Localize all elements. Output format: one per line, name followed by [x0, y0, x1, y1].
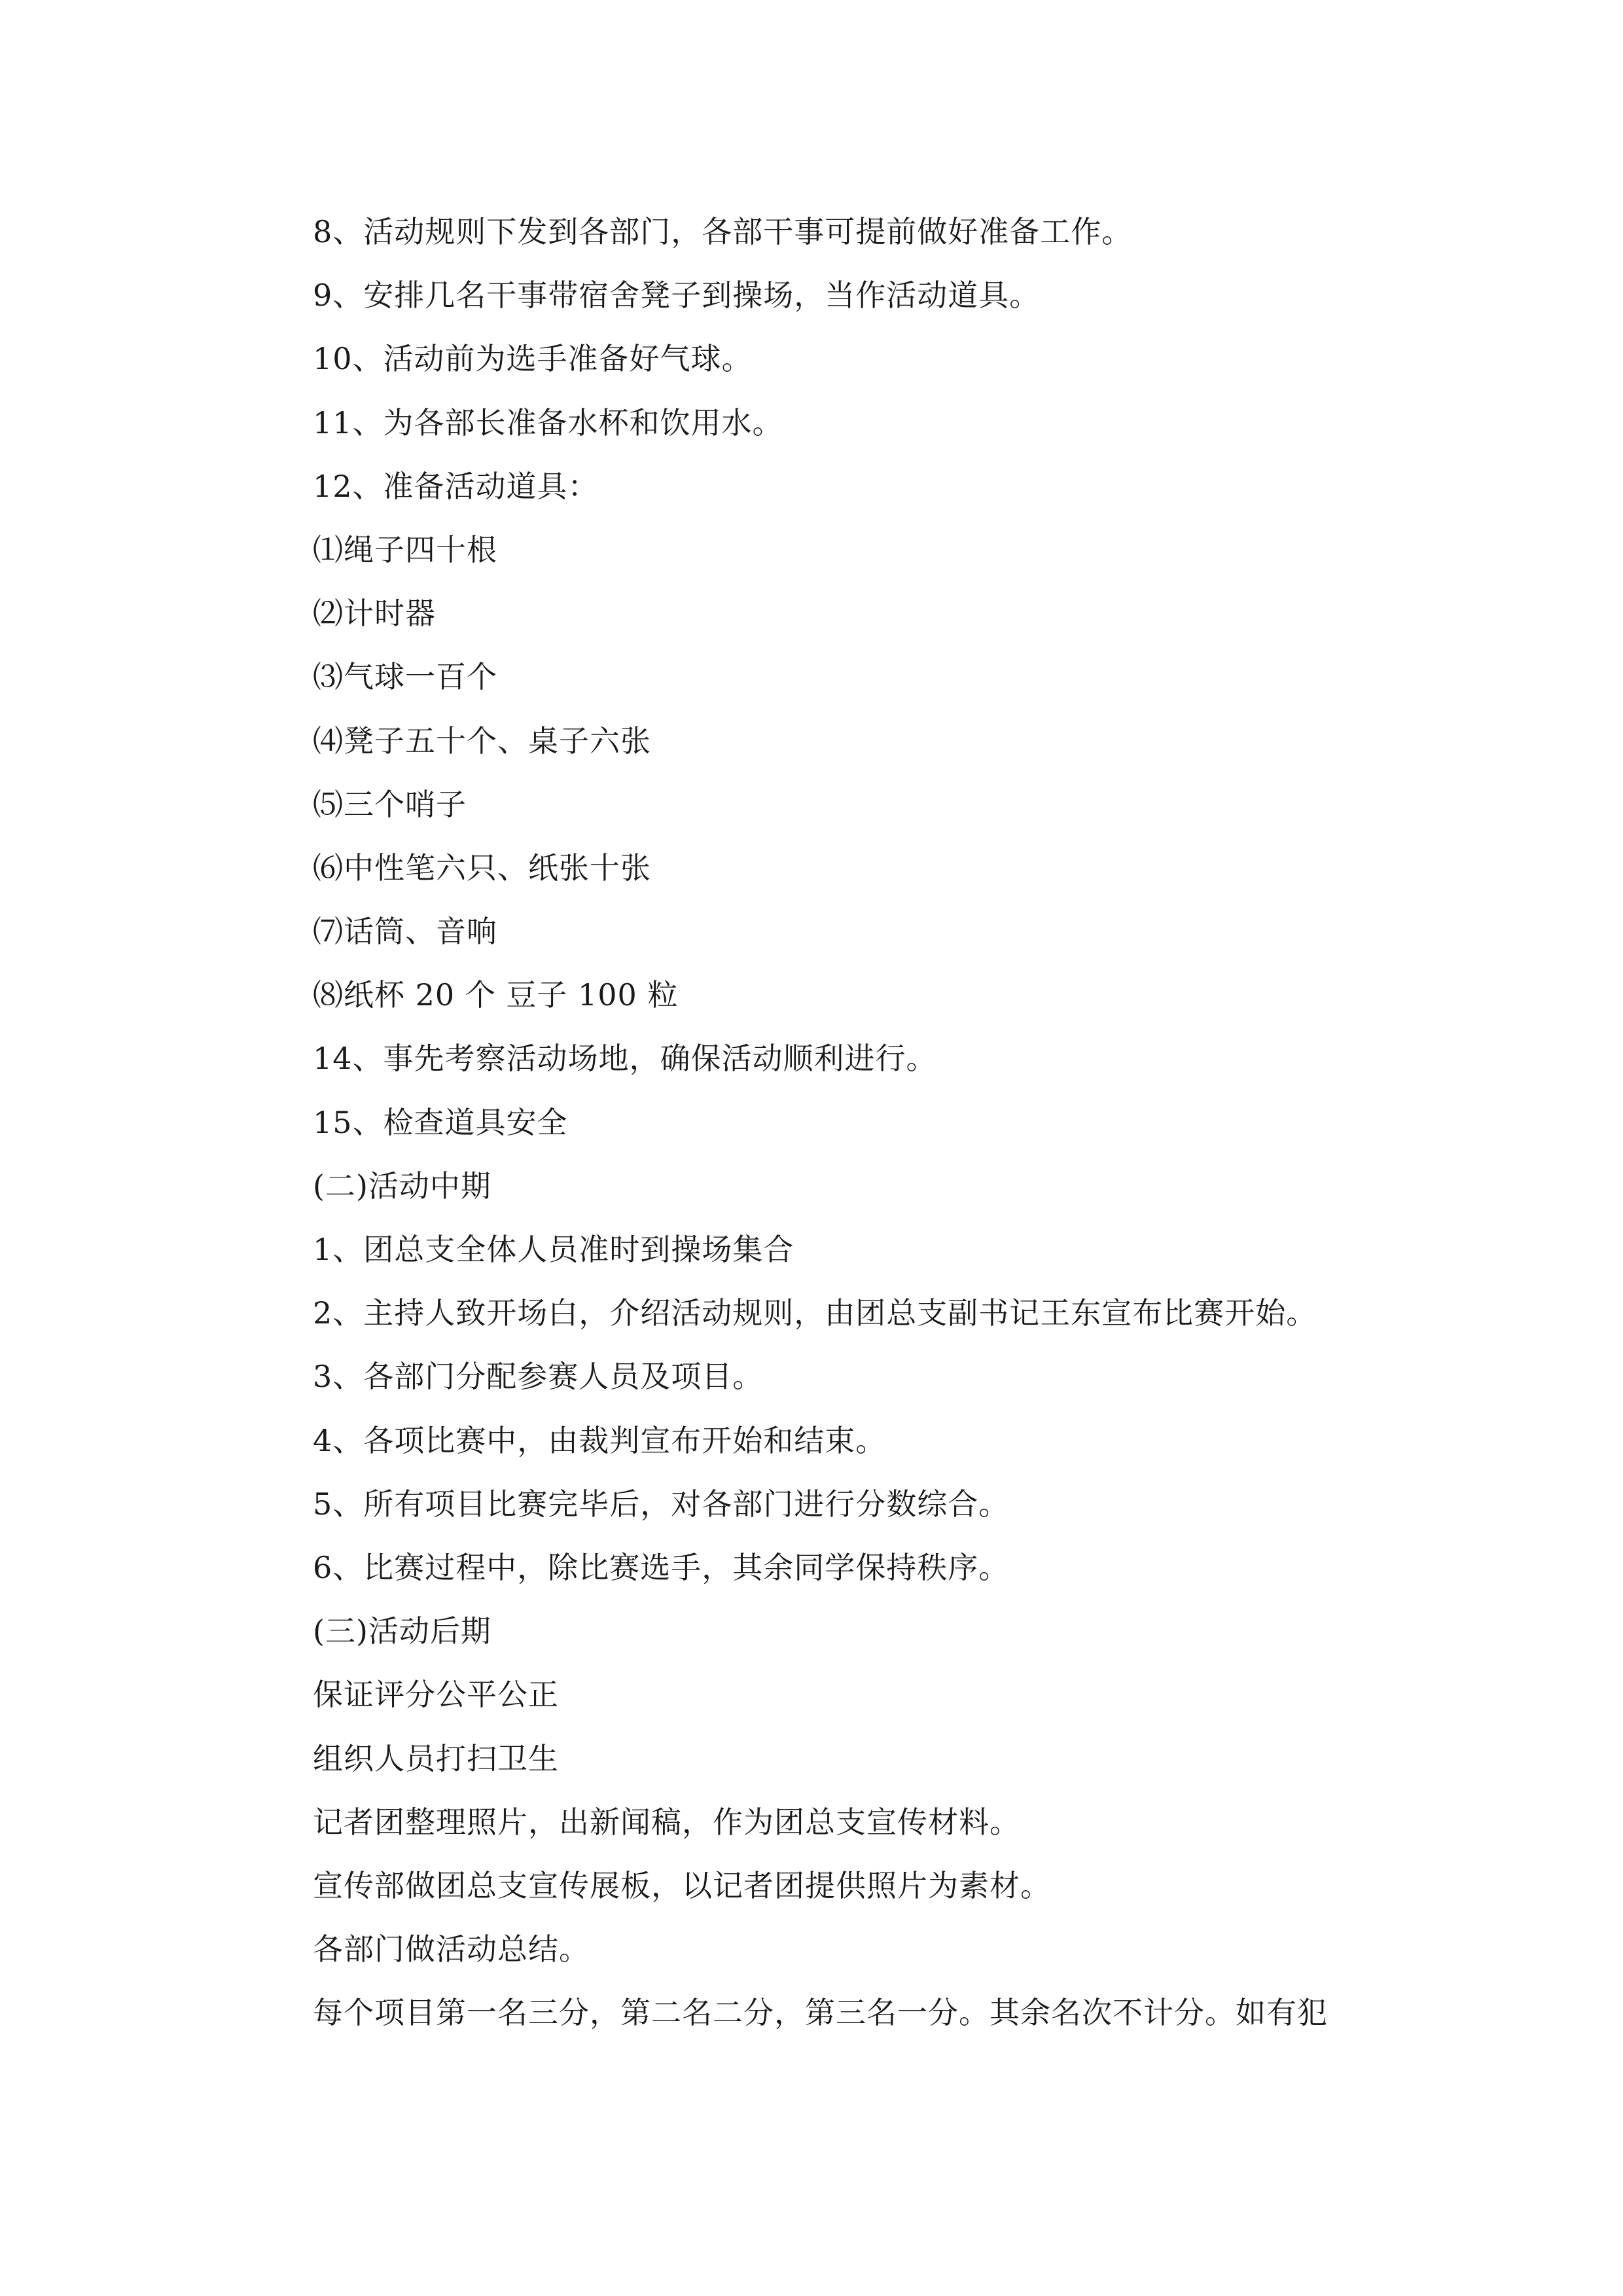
text-line: ⑴绳子四十根	[313, 531, 497, 567]
text-line: ⑸三个哨子	[313, 786, 467, 822]
document-body	[313, 200, 1425, 2045]
text-line: 8、活动规则下发到各部门，各部干事可提前做好准备工作。	[313, 214, 1133, 249]
text-line: 组织人员打扫卫生	[313, 1740, 559, 1776]
text-line: 每个项目第一名三分，第二名二分，第三名一分。其余名次不计分。如有犯	[313, 1995, 1328, 2031]
text-line: ⑵计时器	[313, 596, 436, 632]
text-line: ⑹中性笔六只、纸张十张	[313, 850, 651, 886]
text-line: 14、事先考察活动场地，确保活动顺利进行。	[313, 1041, 937, 1077]
text-line: 3、各部门分配参赛人员及项目。	[313, 1359, 764, 1395]
section-heading: (三)活动后期	[313, 1613, 491, 1649]
text-line: ⑺话筒、音响	[313, 914, 497, 950]
text-line: 9、安排几名干事带宿舍凳子到操场，当作活动道具。	[313, 278, 1041, 314]
text-line: 15、检查道具安全	[313, 1104, 568, 1140]
text-line: ⑷凳子五十个、桌子六张	[313, 723, 651, 759]
section-heading: (二)活动中期	[313, 1168, 491, 1204]
text-line: 各部门做活动总结。	[313, 1931, 590, 1967]
text-line: 1、团总支全体人员准时到操场集合	[313, 1232, 794, 1267]
text-line: 11、为各部长准备水杯和饮用水。	[313, 404, 783, 440]
text-line: 宣传部做团总支宣传展板，以记者团提供照片为素材。	[313, 1867, 1051, 1903]
text-line: ⑻纸杯 20 个 豆子 100 粒	[313, 977, 679, 1013]
text-line: 5、所有项目比赛完毕后，对各部门进行分数综合。	[313, 1486, 1010, 1522]
text-line: 10、活动前为选手准备好气球。	[313, 341, 753, 377]
text-line: 12、准备活动道具：	[313, 468, 599, 504]
text-line: 2、主持人致开场白，介绍活动规则，由团总支副书记王东宣布比赛开始。	[313, 1295, 1317, 1331]
text-line: 4、各项比赛中，由裁判宣布开始和结束。	[313, 1422, 887, 1458]
text-line: 6、比赛过程中，除比赛选手，其余同学保持秩序。	[313, 1549, 1010, 1585]
text-line: 记者团整理照片，出新闻稿，作为团总支宣传材料。	[313, 1804, 1020, 1840]
text-line: ⑶气球一百个	[313, 659, 497, 695]
text-line: 保证评分公平公正	[313, 1677, 559, 1713]
